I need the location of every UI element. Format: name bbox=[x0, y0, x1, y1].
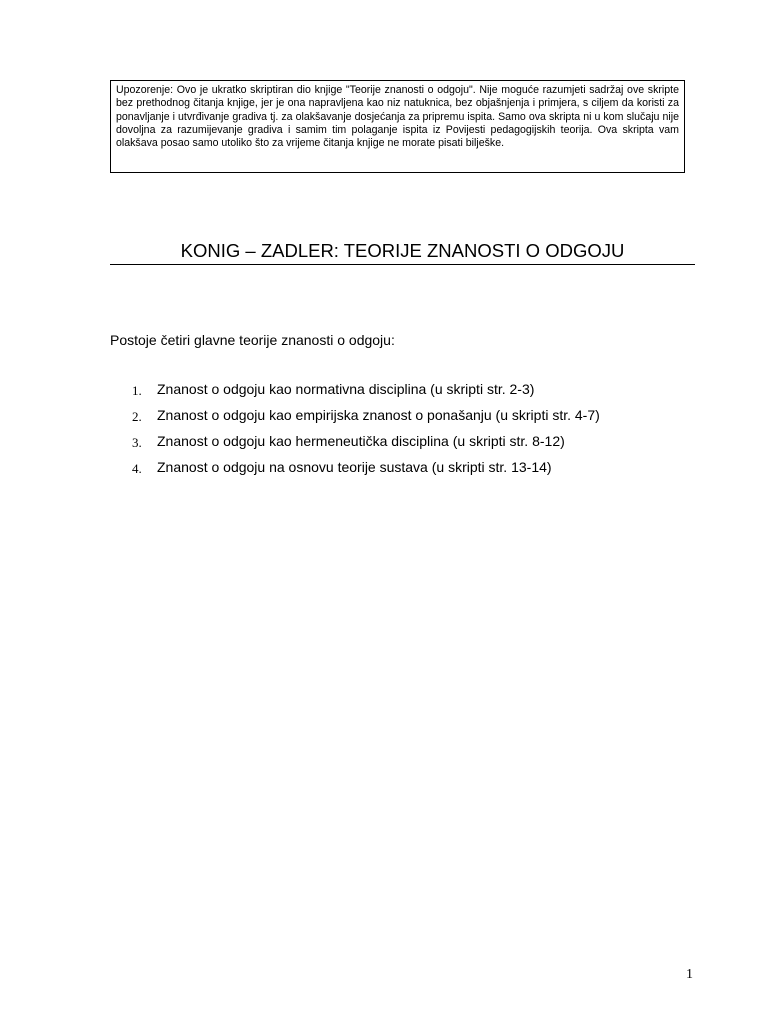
list-item-text: Znanost o odgoju kao hermeneutička disciplina (u skripti str. 8-12) bbox=[157, 433, 565, 449]
document-title: KONIG – ZADLER: TEORIJE ZNANOSTI O ODGOJU bbox=[110, 238, 695, 265]
list-item-number: 4. bbox=[132, 461, 142, 476]
intro-text: Postoje četiri glavne teorije znanosti o odgoju: bbox=[110, 332, 395, 348]
warning-text: Upozorenje: Ovo je ukratko skriptiran dio knjige "Teorije znanosti o odgoju". Nije moguće razumjeti sadržaj ove skripte bez prethodnog čitanja knjige, jer je ona napravljena kao niz natuknica, bez objašnjenja i primjera, s ciljem da koristi za ponavljanje i utvrđivanje gradiva tj. za olakšavanje dosjećanja za pripremu ispita. Samo ova skripta ni u kom slučaju nije dovoljna za razumijevanje gradiva i samim tim polaganje ispita iz Povijesti pedagogijskih teorija. Ova skripta vam olakšava posao samo utoliko što za vrijeme čitanja knjige ne morate pisati bilješke. bbox=[116, 84, 679, 150]
list-item-number: 1. bbox=[132, 383, 142, 398]
page-number: 1 bbox=[686, 967, 693, 982]
list-item-text: Znanost o odgoju kao normativna disciplina (u skripti str. 2-3) bbox=[157, 381, 535, 397]
list-item-number: 3. bbox=[132, 435, 142, 450]
warning-box bbox=[110, 80, 685, 173]
list-item-text: Znanost o odgoju na osnovu teorije sustava (u skripti str. 13-14) bbox=[157, 459, 552, 475]
list-item-number: 2. bbox=[132, 409, 142, 424]
list-item-text: Znanost o odgoju kao empirijska znanost o ponašanju (u skripti str. 4-7) bbox=[157, 407, 600, 423]
